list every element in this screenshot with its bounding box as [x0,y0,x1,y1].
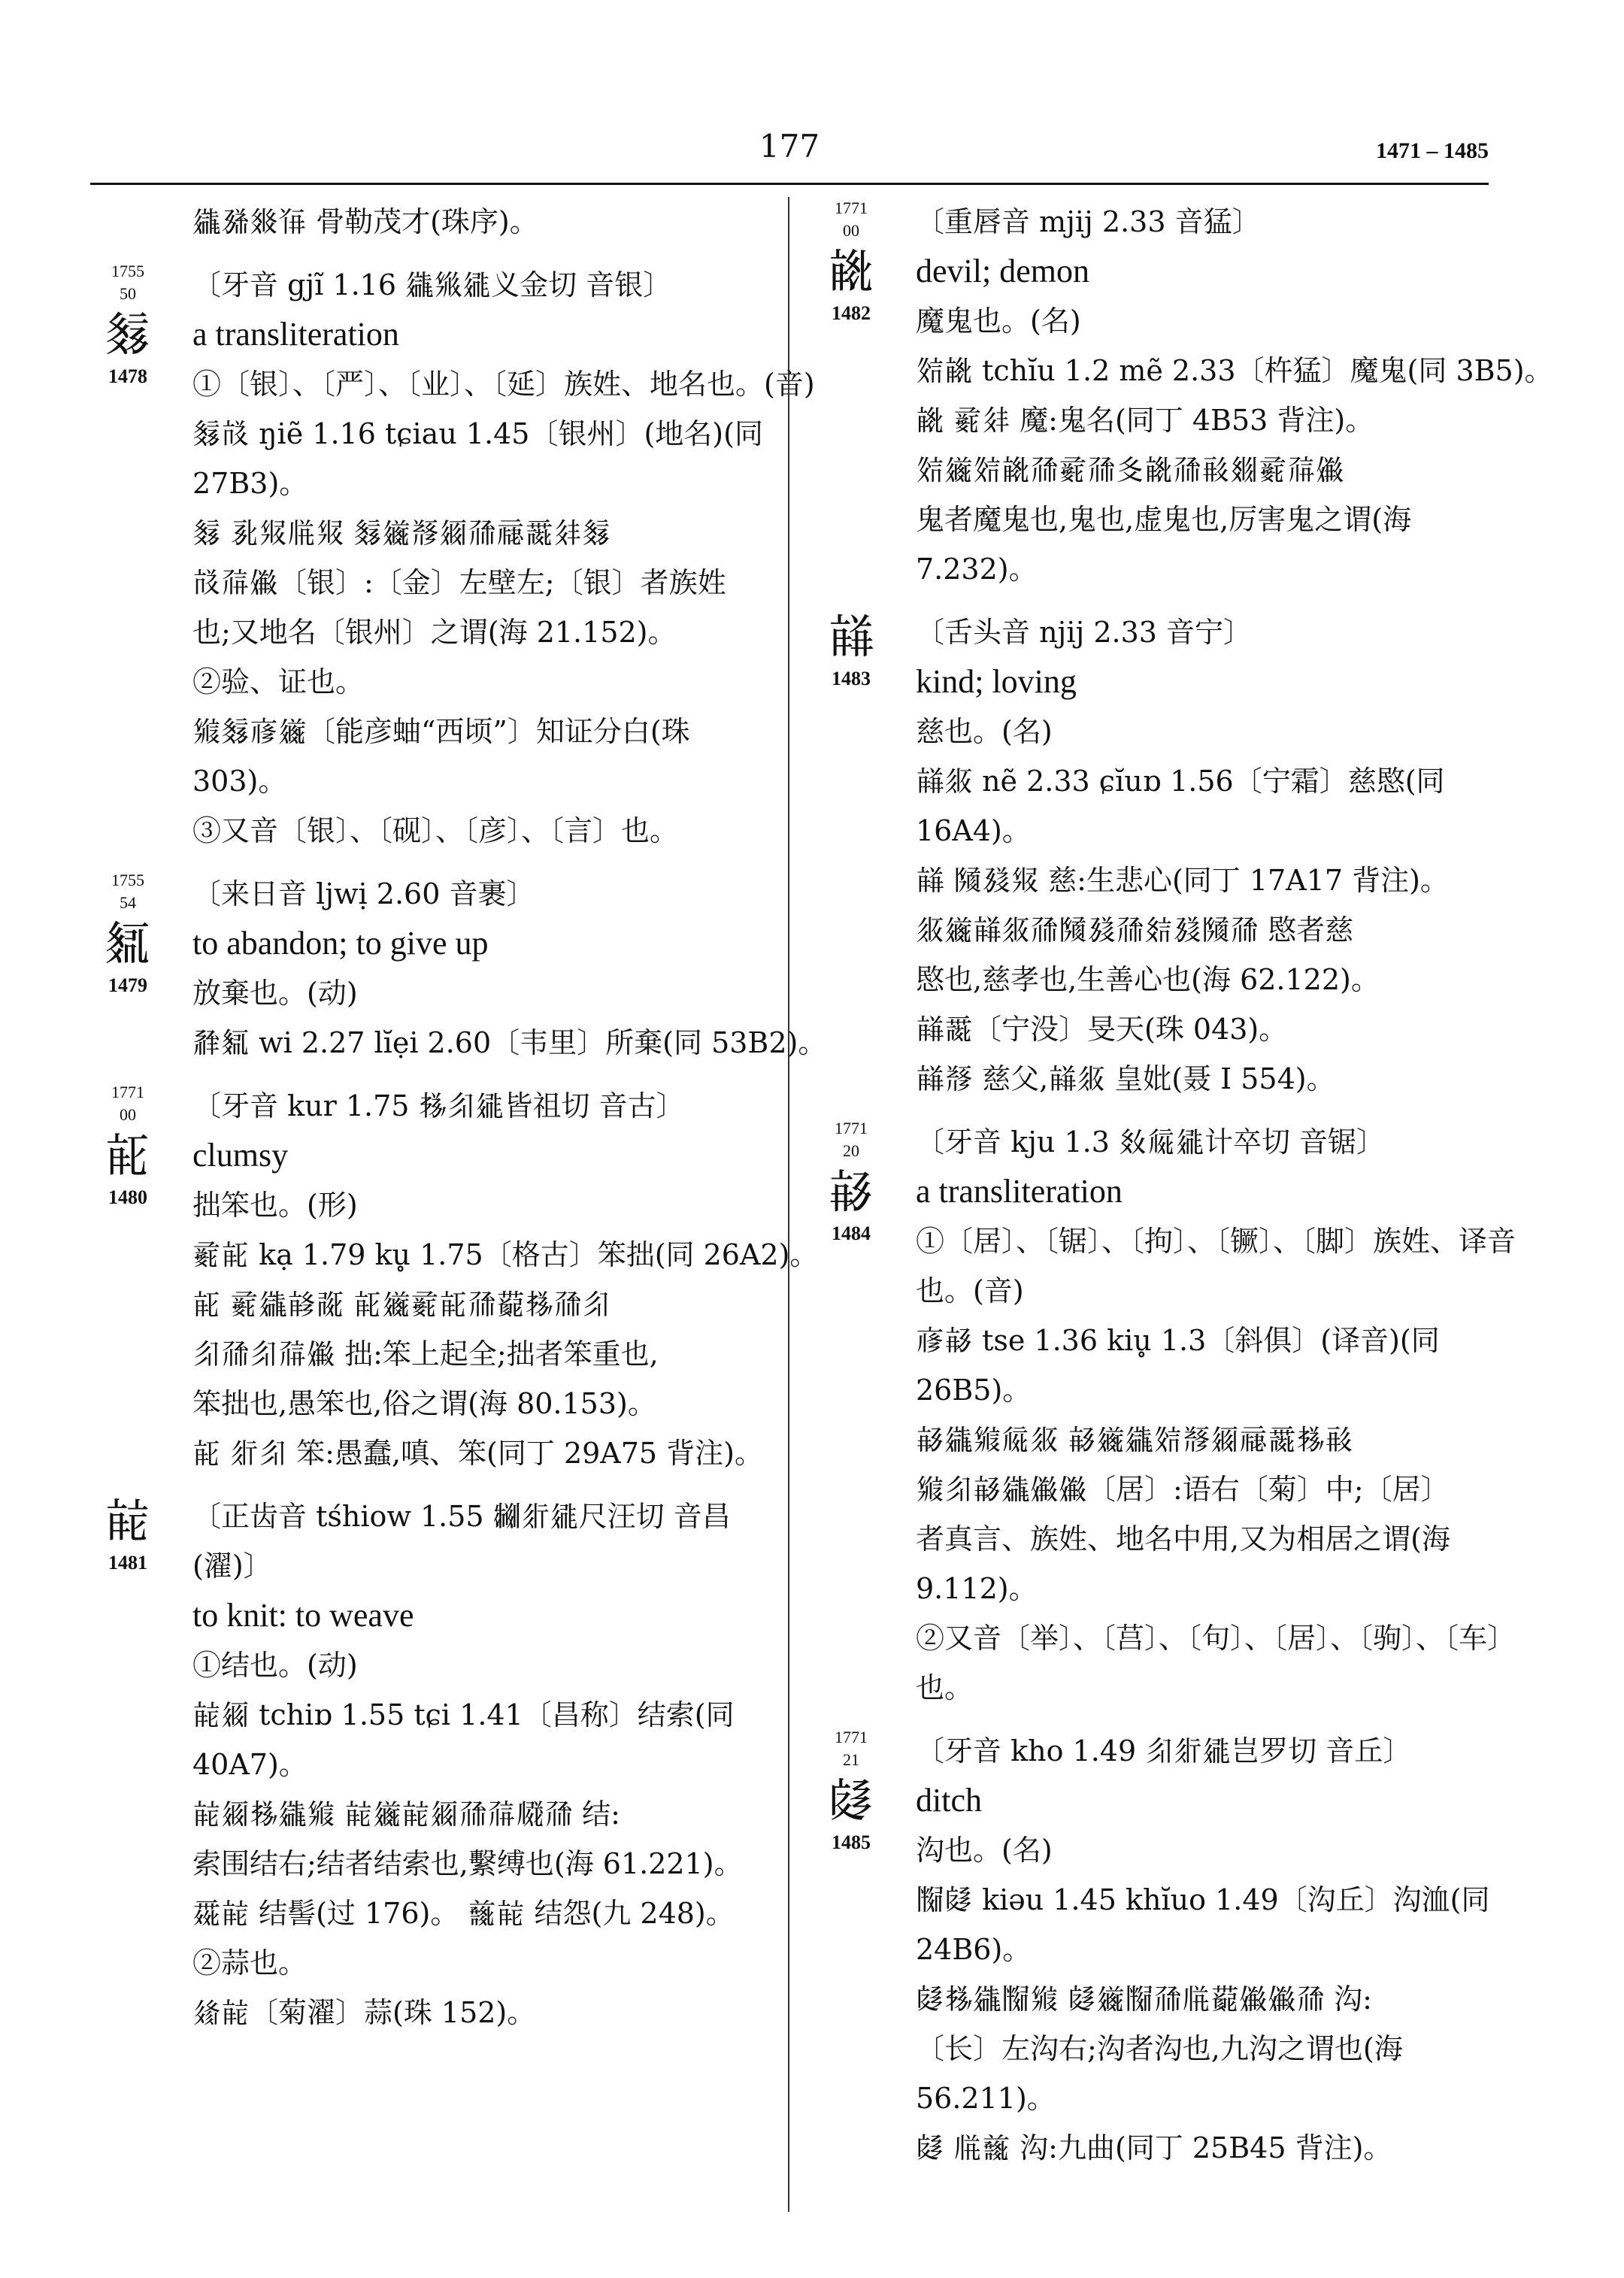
dictionary-entry [814,197,1553,594]
entry-line: 𘋀 𗈜𗪘𘋁𗰞 𘋀𗫂𗈜𘋀𗗙𗞔𗈪𗗙𗼃 [192,1288,611,1321]
entry-line: 𗼻𘋃 tchĭu 1.2 mẽ 2.33〔杵猛〕魔鬼(同 3B5)。 [916,354,1553,387]
dictionary-entry [814,607,1490,1104]
entry-headword-block [814,1726,889,1855]
headword-glyph: 𘋅 [827,1164,874,1219]
entry-line: 𗴺𘋂 结髻(过 176)。 𗔳𘋂 结怨(九 248)。 [192,1897,735,1930]
dictionary-entry [90,1492,774,2037]
entry-body [916,1117,1516,1713]
english-gloss: devil; demon [916,253,1089,289]
entry-number: 1480 [108,1186,147,1208]
entry-body [192,869,827,1068]
entry-line: 𘋅𗪘𗋚𗏁𗼇 𘋅𗫂𗪘𗼻𘃡𗥃𗄊𗵘𗈪𗷰 [916,1423,1354,1456]
entry-line: 〔正齿音 tśhiow 1.55 𗴠𗼄𗧓尺汪切 音昌 [192,1500,731,1533]
entry-line: 𘋃 𗈜𗢳 魔:鬼名(同丁 4B53 背注)。 [916,404,1374,437]
entry-line: 𗈜𘋀 kạ 1.79 ku̥ 1.75〔格古〕笨拙(同 26A2)。 [192,1238,819,1271]
entry-headword-block [90,1492,165,1576]
entry-body [192,260,815,856]
dictionary-entry [90,260,815,856]
entry-headword-block [814,197,889,326]
page-number: 177 [759,128,820,165]
entry-line: 𗦳𘋂〔菊濯〕蒜(珠 152)。 [192,1996,536,2029]
entry-line: 303)。 [192,765,287,798]
entry-body [916,1726,1490,2173]
entry-code-upper: 1771 [835,1728,868,1746]
entry-range: 1471 – 1485 [1376,138,1489,163]
entry-code-lower: 20 [843,1141,859,1160]
entry-line: 愍也,慈孝也,生善心也(海 62.122)。 [916,963,1380,996]
entry-line: 索围结右;结者结索也,繫缚也(海 61.221)。 [192,1847,743,1880]
entry-line: 笨拙也,愚笨也,俗之谓(海 80.153)。 [192,1387,656,1420]
entry-line: 𗴂𘊓 wi 2.27 lĭẹi 2.60〔韦里〕所棄(同 53B2)。 [192,1026,827,1059]
entry-line: 𘋂𗥃 tchiɒ 1.55 tɕi 1.41〔昌称〕结索(同 [192,1698,735,1731]
entry-line: 16A4)。 [916,814,1031,847]
right-entries [814,197,1553,2173]
entry-line: ①〔银〕、〔严〕、〔业〕、〔延〕族姓、地名也。(音) [192,368,815,401]
entry-line: 𗼻𗫂𗼻𘋃𗗙𗈜𗗙𗾆𘋃𗗙𗷰𗾞𗈜𗗚𗏹 [916,453,1345,486]
entry-line: 7.232)。 [916,553,1038,586]
entry-code-lower: 00 [843,221,859,240]
entry-line: 27B3)。 [192,467,308,500]
entry-code-lower: 54 [120,893,136,912]
headword-glyph: 𘋄 [827,609,874,664]
entry-line: 〔重唇音 mjij 2.33 音猛〕 [916,205,1261,238]
dictionary-entry [814,1726,1490,2173]
entry-line: 26B5)。 [916,1374,1032,1407]
headword-glyph: 𘋀 [104,1128,151,1183]
english-gloss: to knit: to weave [192,1597,414,1634]
entry-line: 24B6)。 [916,1933,1032,1966]
english-gloss: a transliteration [192,316,399,353]
english-gloss: kind; loving [916,663,1077,700]
entry-body [916,607,1490,1104]
entry-line: 魔鬼也。(名) [916,304,1081,338]
entry-code-upper: 1771 [111,1083,144,1101]
entry-line: 〔舌头音 njij 2.33 音宁〕 [916,616,1253,649]
entry-headword-block [90,1081,165,1210]
entry-line: 𘋄𗼇 nẽ 2.33 ɕĭuɒ 1.56〔宁霜〕慈愍(同 [916,765,1445,798]
entry-code-lower: 50 [120,284,136,303]
headword-glyph: 𘊐 [104,307,151,362]
entry-line: 𘋄𗵘〔宁没〕旻天(珠 043)。 [916,1013,1288,1046]
entry-code-upper: 1755 [111,871,144,889]
header-rule [90,183,1489,185]
column-divider [788,197,789,2212]
headword-glyph: 𘋆 [827,1773,874,1828]
english-gloss: a transliteration [916,1173,1123,1210]
entry-line: 𗋚𘊐𗇋𗫂〔能彦蚰“西顷”〕知证分白(珠 [192,715,690,748]
entry-line: 拙笨也。(形) [192,1189,358,1222]
entry-number: 1484 [832,1222,871,1244]
entry-line: 〔来日音 ljwị 2.60 音裹〕 [192,877,535,910]
entry-line: 〔牙音 kho 1.49 𗼃𗼄𗧓岂罗切 音丘〕 [916,1734,1412,1768]
entry-number: 1481 [108,1552,147,1574]
entry-code-upper: 1771 [835,198,868,217]
entry-line: ②验、证也。 [192,665,365,698]
entry-line: 慈也。(名) [916,715,1053,748]
entry-line: 〔牙音 kju 1.3 𗾈𗏁𗧓计卒切 音锯〕 [916,1125,1386,1159]
entry-line: 𗼃𗗙𗼃𗗚𗏹 拙:笨上起全;拙者笨重也, [192,1337,659,1371]
headword-glyph: 𘊓 [104,916,151,971]
headword-glyph: 𘋂 [104,1493,151,1548]
entry-line: ①结也。(动) [192,1649,358,1682]
entry-line: 𗭊𗗚𗏹〔银〕:〔金〕左壁左;〔银〕者族姓 [192,566,726,599]
entry-line: ③又音〔银〕、〔砚〕、〔彦〕、〔言〕也。 [192,814,679,847]
entry-line: ①〔居〕、〔锯〕、〔拘〕、〔镢〕、〔脚〕族姓、译音 [916,1225,1516,1258]
entry-line: 40A7)。 [192,1748,308,1781]
entry-line: 𘋄 𗂧𗉢𗊛 慈:生悲心(同丁 17A17 背注)。 [916,864,1449,897]
dictionary-entry [90,1081,819,1478]
entry-line: 鬼者魔鬼也,鬼也,虚鬼也,厉害鬼之谓(海 [916,503,1412,536]
entry-number: 1483 [832,668,871,689]
entry-line: 56.211)。 [916,2082,1056,2115]
entry-code-lower: 21 [843,1750,859,1769]
dictionary-entry [90,869,827,1068]
entry-line: 𗼇𗫂𘋄𗼇𗗙𗂧𗉢𗗙𗾖𗉢𗂧𗗙 愍者慈 [916,913,1354,947]
entry-number: 1478 [108,365,147,387]
entry-line: 𘋀 𗼄𗼃 笨:愚蠢,嗔、笨(同丁 29A75 背注)。 [192,1437,763,1470]
entry-line: (濯)〕 [192,1549,272,1583]
entry-line: 者真言、族姓、地名中用,又为相居之谓(海 [916,1522,1450,1556]
entry-line: 也;又地名〔银州〕之谓(海 21.152)。 [192,616,677,649]
entry-line: 𗇋𘋅 tse 1.36 kiu̥ 1.3〔斜俱〕(译音)(同 [916,1324,1440,1357]
entry-line: 𗋚𗼃𘋅𗪘𗏹𗏹〔居〕:语右〔菊〕中;〔居〕 [916,1473,1450,1506]
entry-line: ②又音〔举〕、〔莒〕、〔句〕、〔居〕、〔驹〕、〔车〕 [916,1622,1516,1655]
entry-line: 𗂰𘋆 kiəu 1.45 khĭuo 1.49〔沟丘〕沟洫(同 [916,1883,1490,1916]
entry-number: 1485 [832,1831,871,1853]
headword-glyph: 𘋃 [827,244,874,298]
entry-headword-block [90,869,165,998]
entry-line: 也。(音) [916,1274,1024,1307]
entry-code-upper: 1771 [835,1119,868,1137]
entry-line: 𘋂𗥃𗈪𗪘𗋚 𘋂𗫂𘋂𗥃𗗙𗗚𗆧𗗙 结: [192,1798,620,1831]
left-column [90,197,827,2051]
entry-line: 〔牙音 gjĩ 1.16 𗪘𗊱𗧓义金切 音银〕 [192,268,672,301]
entry-line: 沟也。(名) [916,1834,1053,1867]
entry-number: 1482 [832,302,871,324]
entry-headword-block [814,607,889,692]
entry-headword-block [90,260,165,389]
entry-body [192,1492,774,2037]
entry-line: 放棄也。(动) [192,977,358,1010]
entry-code-upper: 1755 [111,262,144,280]
entry-headword-block [814,1117,889,1247]
entry-line: 也。 [916,1671,974,1704]
entry-line: 𘊐 𗎘𗊛𗄼𗊛 𘊐𗫂𘃡𗥃𗗙𗄊𗵘𗢳𘊐 [192,516,611,550]
entry-body [916,197,1553,594]
entry-line: 〔牙音 kur 1.75 𗈪𗼃𗧓皆祖切 音古〕 [192,1089,685,1122]
entry-line: 〔长〕左沟右;沟者沟也,九沟之谓也(海 [916,2032,1403,2065]
entry-number: 1479 [108,974,147,996]
entry-line: 𘋆𗈪𗪘𗂰𗋚 𘋆𗫂𗂰𗗙𗄼𗞔𗏹𗏹𗗙 沟: [916,1983,1372,2016]
english-gloss: clumsy [192,1137,289,1174]
entry-code-lower: 00 [120,1105,136,1124]
entry-line: 𘋆 𗄼𗔳 沟:九曲(同丁 25B45 背注)。 [916,2131,1392,2164]
right-column [814,197,1553,2186]
entry-line: ②蒜也。 [192,1946,308,1980]
page-header [90,128,1489,188]
entry-line: 9.112)。 [916,1572,1038,1605]
english-gloss: ditch [916,1782,982,1819]
dictionary-entry [814,1117,1516,1713]
left-entries [90,260,827,2037]
continuation-line: 𗪘𗉨𗾟𗔽 骨勒茂才(珠序)。 [192,205,538,238]
entry-line: 𘋄𘃡 慈父,𘋄𗼇 皇妣(聂 I 554)。 [916,1062,1335,1095]
english-gloss: to abandon; to give up [192,925,489,962]
entry-line: 𘊐𗭊 ŋiẽ 1.16 tɕiau 1.45〔银州〕(地名)(同 [192,417,763,450]
entry-body [192,1081,819,1478]
